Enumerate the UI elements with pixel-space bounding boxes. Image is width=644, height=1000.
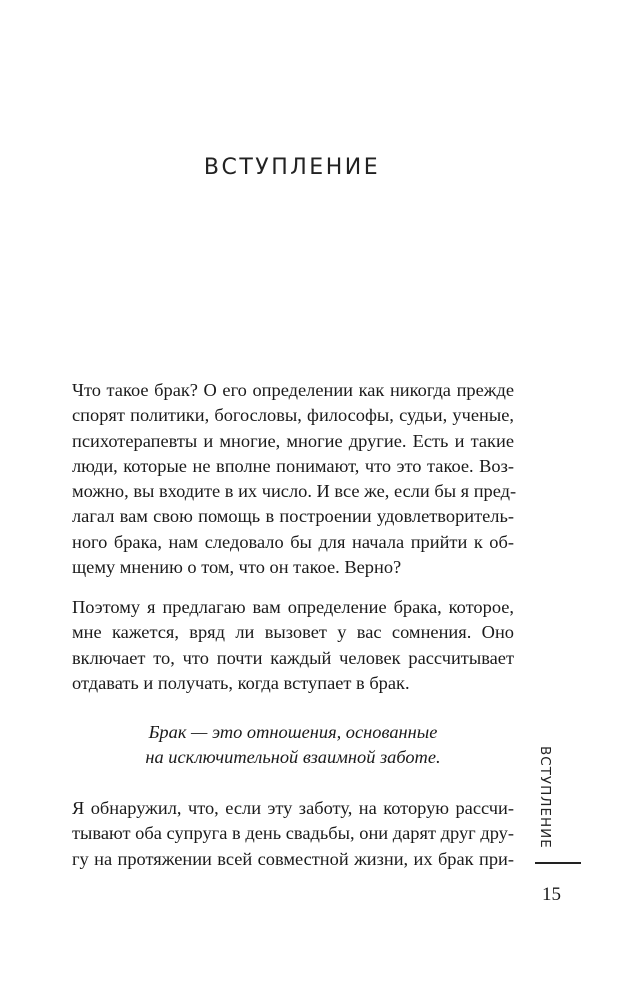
page-number: 15 [542,884,561,905]
divider [535,862,581,864]
text-line: гу на протяжении всей совместной жизни, их брак при- [72,848,514,869]
definition-quote [72,720,514,770]
text-line: люди, которые не вполне понимают, что это такое. Воз- [72,455,514,476]
text-line: лагал вам свою помощь в построении удовлетворитель- [72,506,514,527]
text-line: Что такое брак? О его определении как никогда прежде [72,380,514,400]
text-line: отдавать и получать, когда вступает в брак. [72,672,410,693]
paragraph-3 [72,796,514,872]
paragraph-1 [72,378,517,580]
text-line: спорят политики, богословы, философы, судьи, ученые, [72,405,514,426]
text-line: Я обнаружил, что, если эту заботу, на которую рассчи- [72,798,514,818]
chapter-title: ВСТУПЛЕНИЕ [203,155,381,180]
text-line: можно, вы входите в их число. И все же, если бы я пред- [72,481,517,502]
text-line: включает то, что почти каждый человек рассчитывает [72,647,514,668]
text-line: мне кажется, вряд ли вызовет у вас сомнения. Оно [72,622,514,643]
paragraph-2 [72,595,514,696]
text-line: тывают оба супруга в день свадьбы, они дарят друг дру- [72,823,514,844]
text-line: Поэтому я предлагаю вам определение брака, которое, [72,597,514,617]
quote-line: Брак — это отношения, основанные [148,722,438,742]
text-line: щему мнению о том, что он такое. Верно? [72,557,402,578]
quote-line: на исключительной взаимной заботе. [145,747,441,767]
text-line: психотерапевты и многие, многие другие. Есть и такие [72,430,514,451]
running-header: ВСТУПЛЕНИЕ [537,746,553,849]
text-line: ного брака, нам следовало бы для начала прийти к об- [72,531,514,552]
